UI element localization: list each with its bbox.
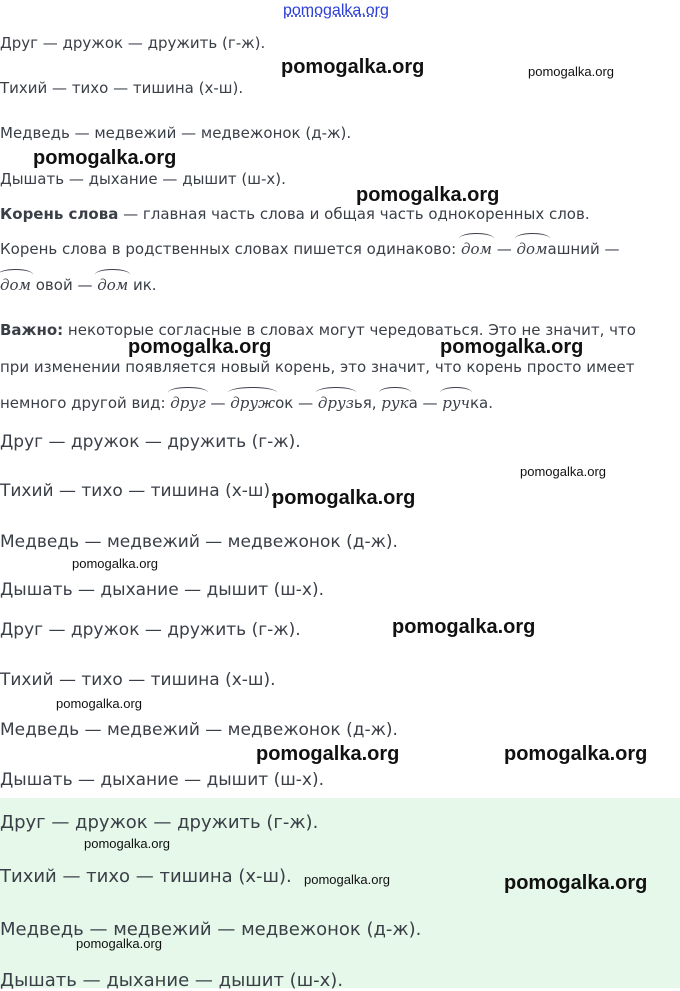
- watermark: pomogalka.org: [128, 336, 272, 358]
- separator: —: [491, 240, 517, 258]
- important-text: некоторые согласные в словах могут чередоваться. Это не значит, что: [63, 321, 636, 339]
- root-word: друз: [317, 394, 354, 412]
- root-word: руч: [442, 394, 470, 412]
- root-definition-rest: — главная часть слова и общая часть однокоренных слов.: [118, 205, 590, 223]
- illustrated-pair-1: Друг — дружок — дружить (г-ж).: [0, 812, 319, 833]
- watermark: pomogalka.org: [56, 696, 142, 711]
- suffix: ья,: [353, 394, 382, 412]
- watermark: pomogalka.org: [84, 836, 170, 851]
- suffix: ик.: [128, 276, 157, 294]
- suffix: ок —: [275, 394, 318, 412]
- top-watermark[interactable]: pomogalka.org: [283, 2, 389, 19]
- word-pair-2: Тихий — тихо — тишина (х-ш).: [0, 79, 244, 97]
- watermark: pomogalka.org: [256, 743, 400, 765]
- root-definition: [0, 205, 590, 223]
- watermark: pomogalka.org: [528, 64, 614, 79]
- word-pair-3: Медведь — медвежий — медвежонок (д-ж).: [0, 124, 352, 142]
- illustrated-pair-2: Тихий — тихо — тишина (х-ш).: [0, 866, 292, 887]
- watermark: pomogalka.org: [504, 743, 648, 765]
- watermark: pomogalka.org: [356, 184, 500, 206]
- important-line1: [0, 321, 636, 339]
- watermark: pomogalka.org: [76, 936, 162, 951]
- illustrated-pair-2: Тихий — тихо — тишина (х-ш).: [0, 670, 276, 690]
- root-word: друж: [230, 394, 276, 412]
- watermark: pomogalka.org: [281, 56, 425, 78]
- root-term: Корень слова: [0, 205, 119, 223]
- root-word: дом: [97, 276, 129, 294]
- root-word: дом: [0, 276, 31, 294]
- root-example-line1: [0, 240, 620, 258]
- root-example-line2: [0, 276, 157, 294]
- watermark: pomogalka.org: [272, 487, 416, 509]
- word-pair-4: Дышать — дыхание — дышит (ш-х).: [0, 170, 286, 188]
- watermark: pomogalka.org: [520, 464, 606, 479]
- root-example-intro: Корень слова в родственных словах пишется одинаково:: [0, 240, 461, 258]
- illustrated-pair-3: Медведь — медвежий — медвежонок (д-ж).: [0, 919, 422, 940]
- illustrated-pair-4: Дышать — дыхание — дышит (ш-х).: [0, 580, 324, 600]
- illustrated-pair-3: Медведь — медвежий — медвежонок (д-ж).: [0, 532, 398, 552]
- illustrated-pair-1: Друг — дружок — дружить (г-ж).: [0, 620, 301, 640]
- important-line3: [0, 394, 493, 412]
- suffix: ка.: [469, 394, 493, 412]
- illustrated-pair-2: Тихий — тихо — тишина (х-ш).: [0, 481, 276, 501]
- root-word: дом: [461, 240, 492, 258]
- watermark: pomogalka.org: [72, 556, 158, 571]
- watermark: pomogalka.org: [304, 872, 390, 887]
- watermark: pomogalka.org: [504, 872, 648, 894]
- root-word: дом: [516, 240, 548, 258]
- suffix: ашний —: [547, 240, 620, 258]
- watermark: pomogalka.org: [33, 147, 177, 169]
- root-word: рук: [381, 394, 409, 412]
- root-word: друг: [170, 394, 206, 412]
- important-text: немного другой вид:: [0, 394, 171, 412]
- important-line2: при изменении появляется новый корень, это значит, что корень просто имеет: [0, 358, 635, 376]
- illustrated-pair-1: Друг — дружок — дружить (г-ж).: [0, 432, 301, 452]
- word-pair-1: Друг — дружок — дружить (г-ж).: [0, 34, 266, 52]
- watermark: pomogalka.org: [392, 616, 536, 638]
- illustrated-pair-4: Дышать — дыхание — дышит (ш-х).: [0, 770, 324, 790]
- separator: —: [205, 394, 231, 412]
- illustrated-pair-3: Медведь — медвежий — медвежонок (д-ж).: [0, 720, 398, 740]
- watermark: pomogalka.org: [440, 336, 584, 358]
- suffix: а —: [408, 394, 443, 412]
- illustrated-pair-4: Дышать — дыхание — дышит (ш-х).: [0, 970, 344, 991]
- suffix: овой —: [30, 276, 98, 294]
- important-label: Важно:: [0, 321, 64, 339]
